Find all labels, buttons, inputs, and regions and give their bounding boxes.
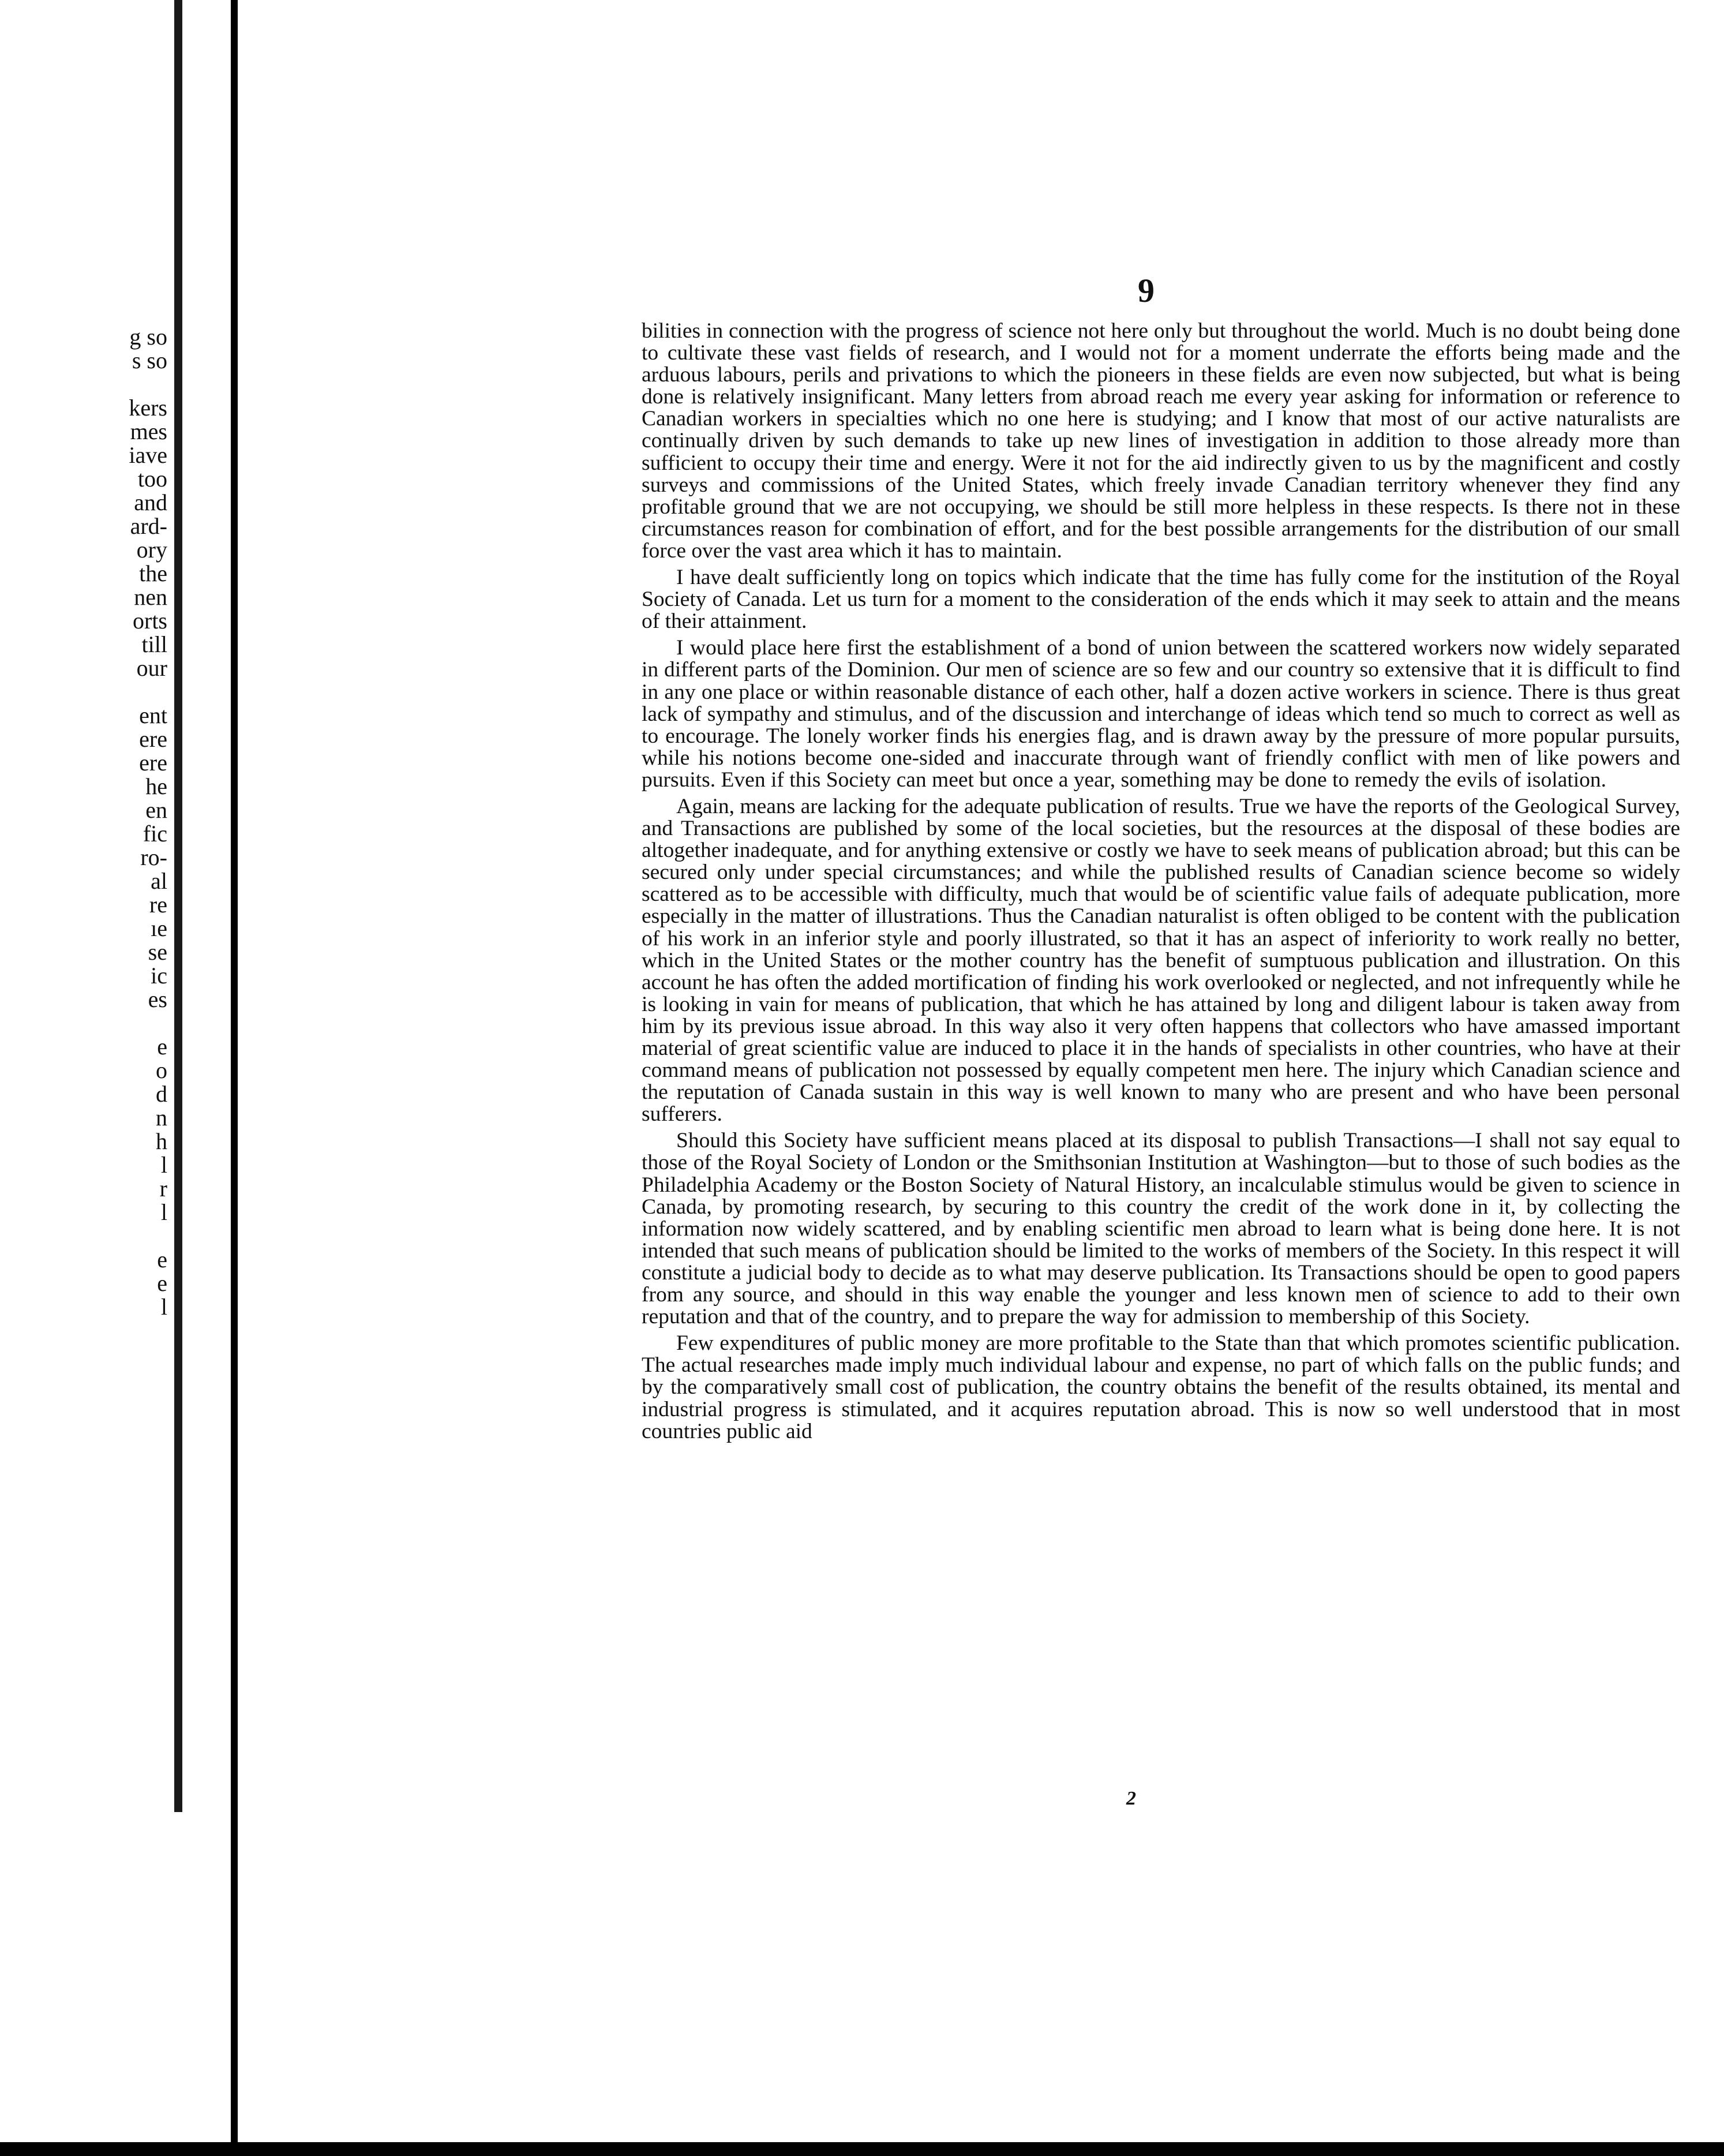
facing-page-fragment: ic xyxy=(151,963,167,989)
facing-page-fragment: al xyxy=(151,868,167,894)
facing-page-fragment: iave xyxy=(129,442,167,468)
facing-page-fragment: fic xyxy=(143,821,167,847)
paragraph-3: I would place here first the establishment of a bond of union between the scattered workers now widely separated in different parts of the Dominion. Our men of science are so few and our country so extensive that it is difficult to find in any one place or within reasonable distance of each other, half a dozen active workers in science. There is thus great lack of sympathy and stimulus, and of the discussion and interchange of ideas which tend so much to correct as well as to encourage. The lonely worker finds his energies flag, and is drawn away by the pressure of more popular pursuits, while his notions become one-sided and inaccurate through want of friendly conflict with men of like powers and pursuits. Even if this Society can meet but once a year, something may be done to remedy the evils of isolation. xyxy=(642,636,1680,792)
facing-page-fragment: ent xyxy=(139,702,167,728)
facing-page-fragment: he xyxy=(145,773,167,799)
facing-page-fragment: n xyxy=(156,1105,167,1131)
facing-page-fragment: mes xyxy=(130,418,167,444)
facing-page-fragment: the xyxy=(139,560,167,586)
facing-page-fragment: h xyxy=(156,1128,167,1154)
paragraph-1: bilities in connection with the progress of science not here only but throughout the world. Much is no doubt being done to cultivate these vast fields of research, and I would not for a moment underrate the efforts being made and the arduous labours, perils and privations to which the pioneers in these fields are even now subjected, but what is being done is relatively insignificant. Many letters from abroad reach me every year asking for information or reference to Canadian workers in specialties which no one here is studying; and I know that most of our active naturalists are continually driven by such demands to take up new lines of investigation in addition to those already more than sufficient to occupy their time and energy. Were it not for the aid indirectly given to us by the magnificent and costly surveys and commissions of the United States, which freely invade Canadian territory whenever they find any profitable ground that we are not occupying, we should be still more helpless in these respects. Is there not in these circumstances reason for combination of effort, and for the best possible arrangements for the distribution of our small force over the vast area which it has to maintain. xyxy=(642,319,1680,563)
binding-shadow xyxy=(174,0,182,1812)
facing-page-fragment: d xyxy=(156,1081,167,1107)
document-page xyxy=(238,0,1724,2156)
facing-page-fragment: l xyxy=(160,1199,167,1225)
facing-page-fragment: o xyxy=(156,1057,167,1083)
facing-page-fragment: ro- xyxy=(140,844,167,870)
facing-page-fragment: en xyxy=(145,797,167,823)
signature-mark: 2 xyxy=(1126,1788,1136,1809)
facing-page-fragment: e xyxy=(157,1247,167,1272)
facing-page-fragment: too xyxy=(137,466,167,492)
facing-page-fragment: s so xyxy=(132,347,167,373)
facing-page-fragment: and xyxy=(134,489,167,515)
facing-page-fragment: e xyxy=(157,1034,167,1060)
facing-page-fragment: ere xyxy=(139,726,167,752)
facing-page-fragment: es xyxy=(148,986,167,1012)
facing-page-fragment: g so xyxy=(129,324,167,350)
page-number: 9 xyxy=(1138,272,1155,309)
facing-page-fragment: kers xyxy=(129,395,167,421)
facing-page-fragment: nen xyxy=(134,584,167,610)
facing-page-fragment: r xyxy=(159,1176,167,1201)
facing-page-fragment: orts xyxy=(133,608,167,634)
facing-page-fragment: e xyxy=(157,1270,167,1296)
scan-edge xyxy=(0,2142,1724,2156)
facing-page-fragment: l xyxy=(160,1294,167,1320)
paragraph-6: Few expenditures of public money are more profitable to the State than that which promotes scientific publication. The actual researches made imply much individual labour and expense, no part of which falls on the public funds; and by the comparatively small cost of publication, the country obtains the benefit of the results obtained, its mental and industrial progress is stimulated, and it acquires reputation abroad. This is now so well understood that in most countries public aid xyxy=(642,1331,1680,1443)
facing-page-fragment: l xyxy=(160,1152,167,1178)
paragraph-2: I have dealt sufficiently long on topics which indicate that the time has fully come for the institution of the Royal Society of Canada. Let us turn for a moment to the consideration of the ends which it may seek to attain and the means of their attainment. xyxy=(642,566,1680,634)
page-body xyxy=(642,320,1680,1447)
paragraph-5: Should this Society have sufficient means placed at its disposal to publish Transactions—I shall not say equal to those of the Royal Society of London or the Smithsonian Institution at Washington—but to those of such bodies as the Philadelphia Academy or the Boston Society of Natural History, an incalculable stimulus would be given to science in Canada, by promoting research, by securing to this country the credit of the work done in it, by collecting the information now widely scattered, and by enabling scientific men abroad to learn what is being done here. It is not intended that such means of publication should be limited to the works of members of the Society. In this respect it will constitute a judicial body to decide as to what may deserve publication. Its Transactions should be open to good papers from any source, and should in this way enable the younger and less known men of science to add to their own reputation and that of the country, and to prepare the way for admission to membership of this Society. xyxy=(642,1129,1680,1329)
facing-page-fragment: ere xyxy=(139,750,167,776)
facing-page-fragment: ıe xyxy=(151,915,167,941)
facing-page-fragment: re xyxy=(149,892,167,918)
paragraph-4: Again, means are lacking for the adequate publication of results. True we have the reports of the Geological Survey, and Transactions are published by some of the local societies, but the resources at the disposal of these bodies are altogether inadequate, and for anything extensive or costly we have to seek means of publication abroad; but this can be secured only under special circumstances; and while the published results of Canadian science become so widely scattered as to be accessible with difficulty, much that would be of scientific value fails of adequate publication, more especially in the matter of illustrations. Thus the Canadian naturalist is often obliged to be content with the publication of his work in an inferior style and poorly illustrated, so that it has an aspect of inferiority to work really no better, which in the United States or the mother country has the benefit of sumptuous publication and illustration. On this account he has often the added mortification of finding his work overlooked or neglected, and not infrequently while he is looking in vain for means of publication, that which he has attained by long and diligent labour is taken away from him by its previous issue abroad. In this way also it very often happens that collectors who have amassed important material of great scientific value are induced to place it in the hands of specialists in other countries, who have at their command means of publication not possessed by equally competent men here. The injury which Canadian science and the reputation of Canada sustain in this way is well known to many who are present and who have been personal sufferers. xyxy=(642,794,1680,1126)
facing-page-fragment: ory xyxy=(136,537,167,563)
facing-page-fragment: our xyxy=(136,655,167,681)
facing-page-fragment: se xyxy=(148,939,167,965)
facing-page-fragment: ard- xyxy=(130,513,167,539)
facing-page-fragment: till xyxy=(141,631,167,657)
